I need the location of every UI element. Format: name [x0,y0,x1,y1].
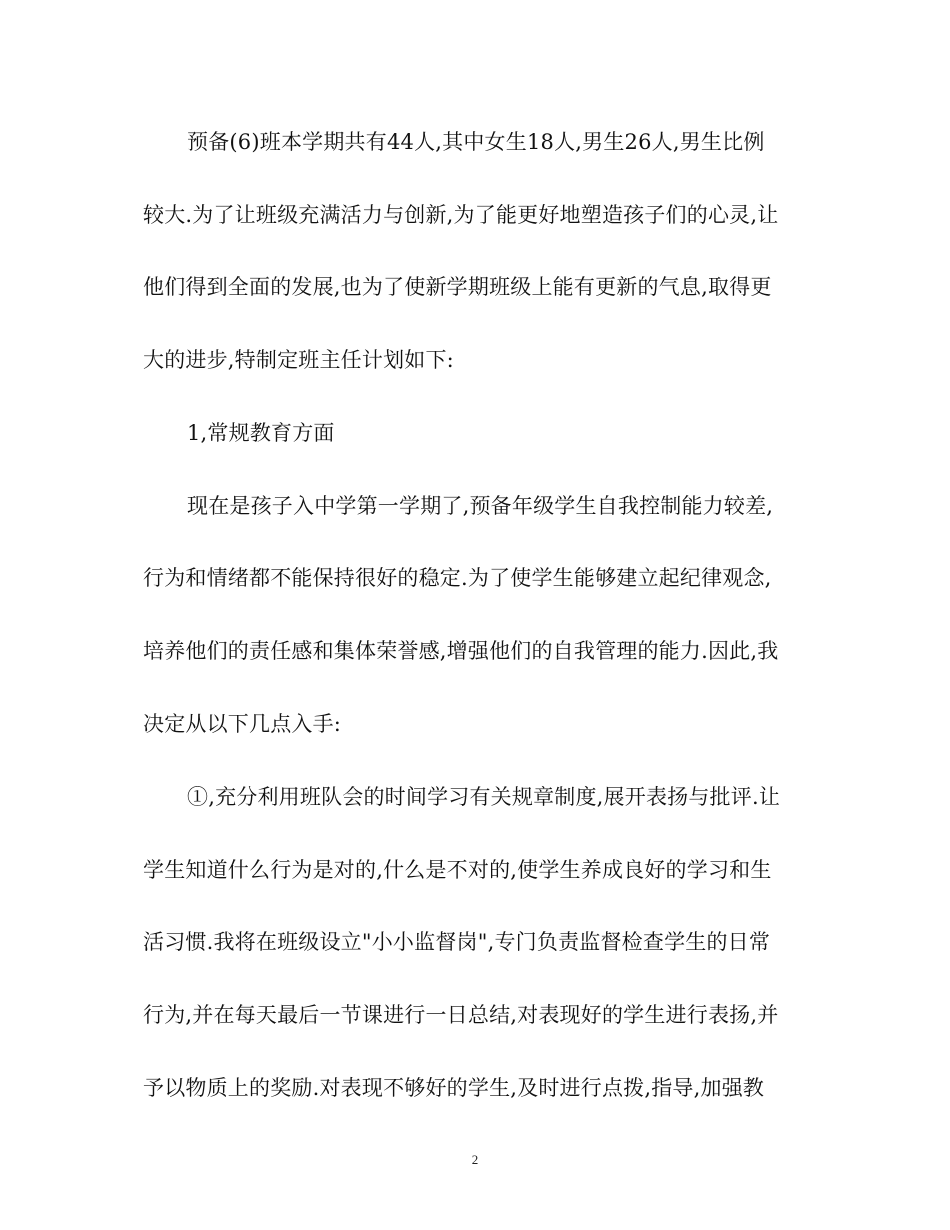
paragraph-line: 行为和情绪都不能保持很好的稳定.为了使学生能够建立起纪律观念, [143,566,772,590]
paragraph-line: 预备(6)班本学期共有44人,其中女生18人,男生26人,男生比例 [187,130,765,154]
paragraph-line: 决定从以下几点入手: [143,712,342,736]
paragraph-line: ①,充分利用班队会的时间学习有关规章制度,展开表扬与批评.让 [187,785,781,809]
paragraph-line: 他们得到全面的发展,也为了使新学期班级上能有更新的气息,取得更 [143,275,772,299]
section-heading: 1,常规教育方面 [187,421,335,445]
paragraph-line: 培养他们的责任感和集体荣誉感,增强他们的自我管理的能力.因此,我 [143,639,779,663]
paragraph-line: 行为,并在每天最后一节课进行一日总结,对表现好的学生进行表扬,并 [143,1003,779,1027]
page-number: 2 [471,1152,479,1167]
paragraph-line: 较大.为了让班级充满活力与创新,为了能更好地塑造孩子们的心灵,让 [143,203,779,227]
paragraph-line: 予以物质上的奖励.对表现不够好的学生,及时进行点拨,指导,加强教 [143,1076,765,1100]
paragraph-line: 活习惯.我将在班级设立"小小监督岗",专门负责监督检查学生的日常 [143,930,771,954]
paragraph-line: 大的进步,特制定班主任计划如下: [143,348,454,372]
paragraph-line: 现在是孩子入中学第一学期了,预备年级学生自我控制能力较差, [187,494,774,518]
paragraph-line: 学生知道什么行为是对的,什么是不对的,使学生养成良好的学习和生 [143,858,772,882]
